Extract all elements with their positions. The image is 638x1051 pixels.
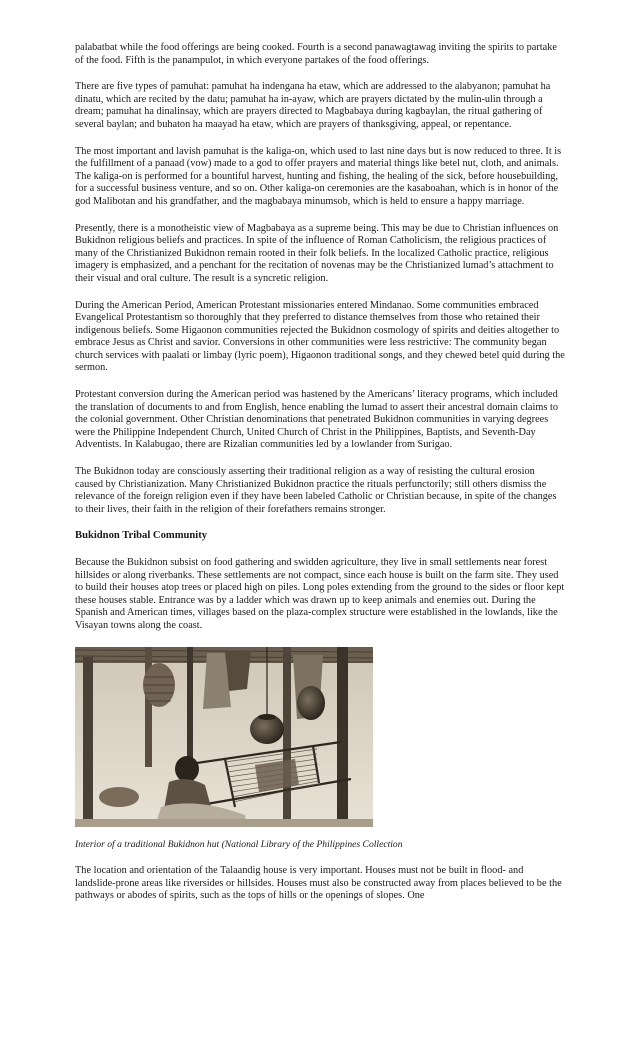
section-heading: Bukidnon Tribal Community [75,530,208,542]
document-page [75,42,565,917]
paragraph-protestant-conversion: Protestant conversion during the American period was hastened by the Americans’ literacy programs, which included the translation of documents to and from English, hence enabling the lumad to assert their ancestral domain claims to the colonial government. Other Christian denominations that penetrated Bukidnon communities in varying degrees were the Philippine Independent Church, United Church of Christ in the Philippines, Baptists, and Seventh-Day Adventists. In Kalabugao, there are Rizalian communities led by a lowlander from Surigao. [75,389,558,451]
paragraph-house-location: The location and orientation of the Talaandig house is very important. Houses must not be built in flood- and landslide-prone areas like riversides or hillsides. Houses must also be constructed away from places believed to be the pathways or abodes of spirits, such as the tops of hills or the openings of slopes. One [75,865,562,902]
figure-caption: Interior of a traditional Bukidnon hut (National Library of the Philippines Collection [75,838,403,850]
paragraph-kaliga-on: The most important and lavish pamuhat is the kaliga-on, which used to last nine days but is now reduced to three. It is the fulfillment of a panaad (vow) made to a god to offer prayers and material things like betel nut, cloth, and animals. The kaliga-on is performed for a bountiful harvest, hunting and fishing, the healing of the sick, before housebuilding, for a successful business venture, and so on. Other kaliga-on ceremonies are the kasaboahan, which is in honor of the god Malibotan and his grandfather, and the magbabaya minumsob, which is held to ensure a happy marriage. [75,145,562,207]
paragraph-american-period: During the American Period, American Protestant missionaries entered Mindanao. Some communities embraced Evangelical Protestantism so thoroughly that they preferred to distance themselves from those who retained their indigenous beliefs. Some Higaonon communities rejected the Bukidnon cosmology of spirits and deities altogether to embrace Jesus as Christ and savior. Conversions in other communities were less restrictive: The community began church services with paalati or limbay (lyric poem), Higaonon traditional songs, and they chewed betel quid during the sermon. [75,299,565,374]
hut-interior-photo [75,647,373,827]
paragraph-pamuhat-types: There are five types of pamuhat: pamuhat ha indengana ha etaw, which are addressed to the alabyanon; pamuhat ha dinatu, which are recited by the datu; pamuhat ha in-ayaw, which are prayers dictated by the mulin-ulin through a dream; pamuhat ha dinalinsay, which are prayers directed to Magbabaya during kagbaylan, the ritual gathering of several baylan; and buhaton ha maayad ha etaw, which are prayers of thanksgiving, appeal, or repentance. [75,81,551,130]
paragraph-traditional-religion: The Bukidnon today are consciously asserting their traditional religion as a way of resisting the cultural erosion caused by Christianization. Many Christianized Bukidnon practice the rituals perfunctorily; still others dismiss the relevance of the foreign religion even if they have been labeled Catholic or Christian because, in spite of the changes to their lives, their faith in the religion of their forefathers remains stronger. [75,466,557,515]
paragraph-monotheism: Presently, there is a monotheistic view of Magbabaya as a supreme being. This may be due to Christian influences on Bukidnon religious beliefs and practices. In spite of the influence of Roman Catholicism, the religious practices of many of the Christianized Bukidnon remain rooted in their folk beliefs. In the localized Catholic practice, religious imagery is emphasized, and a penchant for the recitation of novenas may be the Christianized lumad’s attachment to their visual and oral culture. The result is a syncretic religion. [75,222,559,284]
paragraph-settlements: Because the Bukidnon subsist on food gathering and swidden agriculture, they live in small settlements near forest hillsides or along riverbanks. These settlements are not compact, since each house is built on the farm site. They used to build their houses atop trees or placed high on piles. Long poles extending from the ground to the sides or floor kept these houses stable. Entrance was by a ladder which was drawn up to keep animals and enemies out. During the Spanish and American times, villages based on the plaza-complex structure were established in the lowlands, like the Visayan towns along the coast. [75,557,565,631]
paragraph-pamuhat-stages: palabatbat while the food offerings are being cooked. Fourth is a second panawagtawag inviting the spirits to partake of the food. Fifth is the panampulot, in which everyone partakes of the food offerings. [75,42,557,66]
